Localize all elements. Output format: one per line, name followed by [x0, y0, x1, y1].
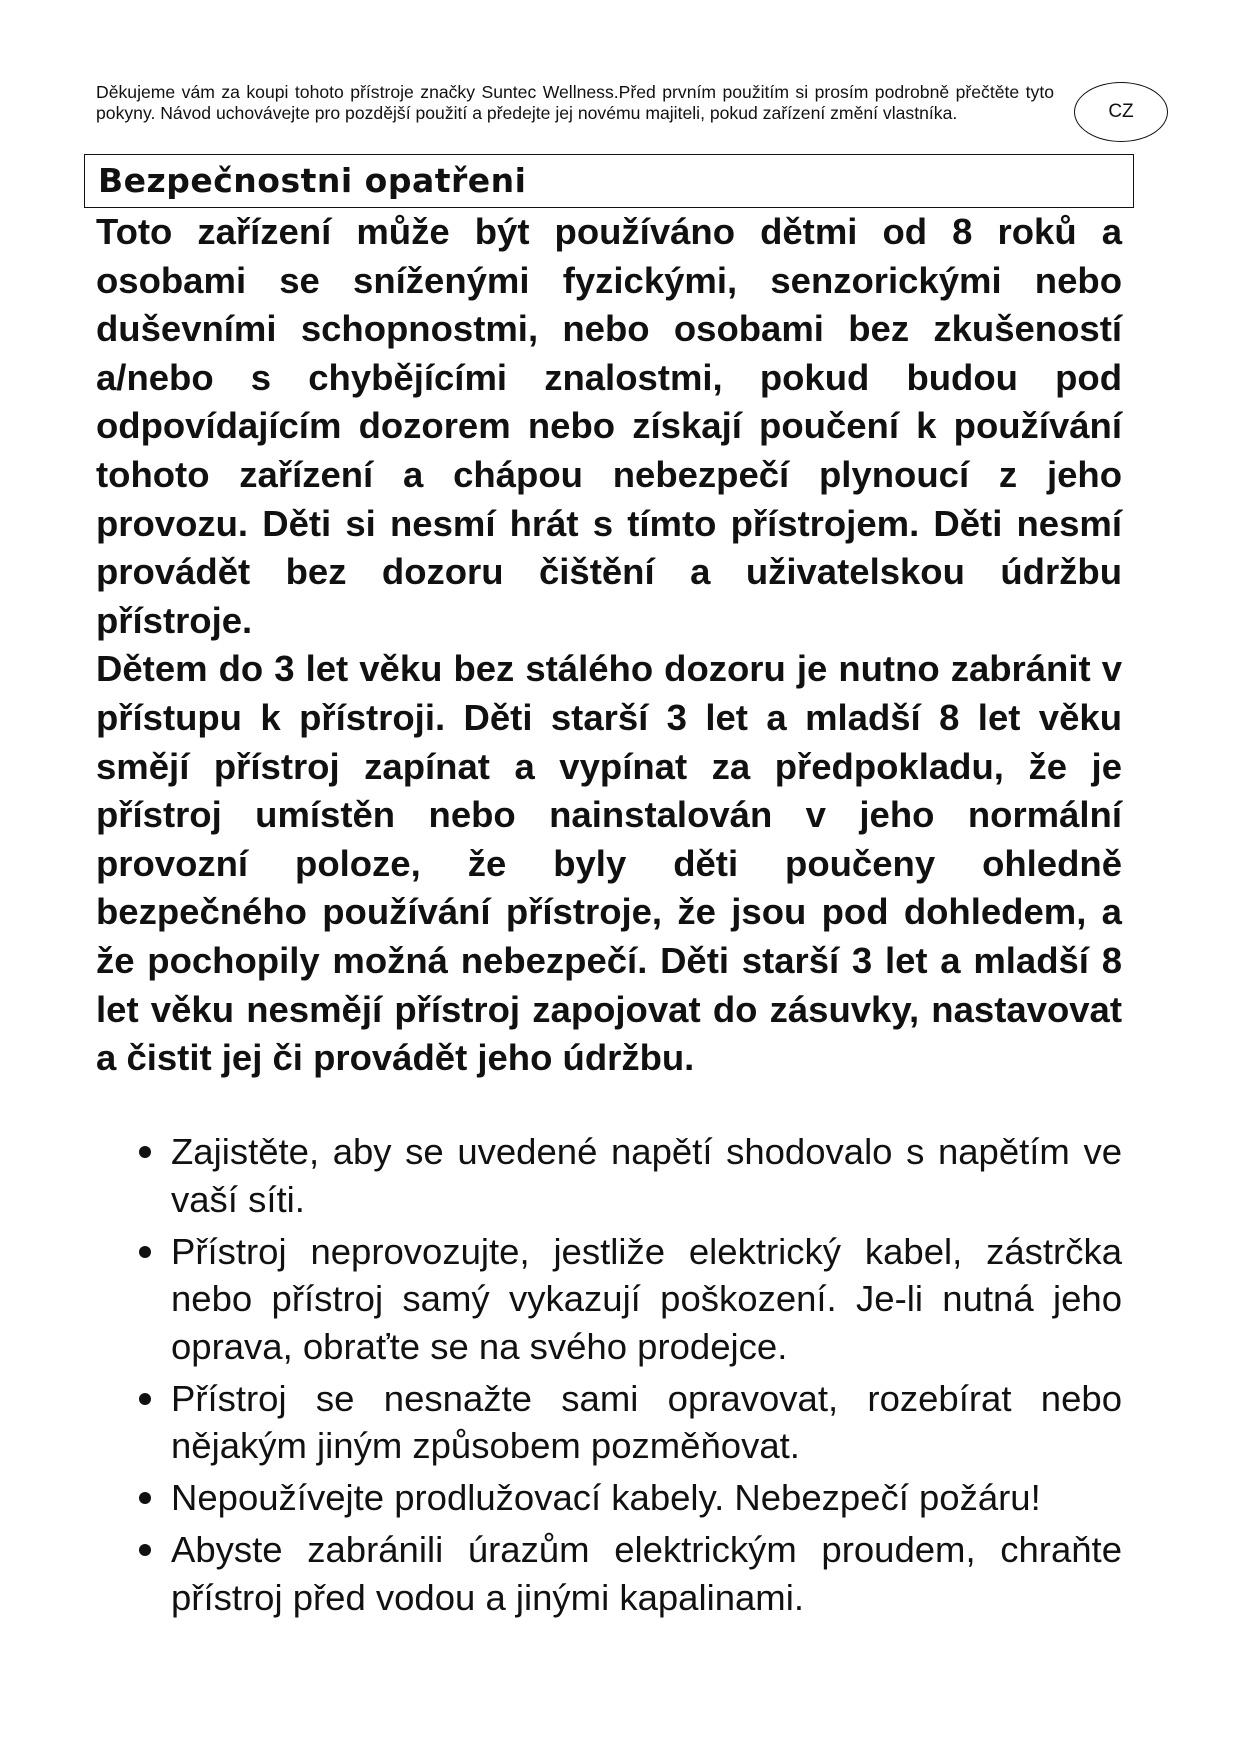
list-item-text: Přístroj se nesnažte sami opravovat, rozebírat nebo nějakým jiným způsobem pozměňovat.: [171, 1377, 1122, 1466]
bullet-icon: [139, 1146, 151, 1158]
warning-paragraph-children-supervision: Toto zařízení může být používáno dětmi od 8 roků a osobami se sníženými fyzickými, senzorickými nebo duševními schopnostmi, nebo osobami bez zkušeností a/nebo s chybějícími znalostmi, pokud budou pod odpovídajícím dozorem nebo získají poučení k používání tohoto zařízení a chápou nebezpečí plynoucí z jeho provozu. Děti si nesmí hrát s tímto přístrojem. Děti nesmí provádět bez dozoru čištění a uživatelskou údržbu přístroje.: [96, 211, 1122, 641]
list-item: [96, 1228, 1122, 1371]
language-badge-label: CZ: [1108, 101, 1134, 122]
list-item-text: Nepoužívejte prodlužovací kabely. Nebezpečí požáru!: [171, 1477, 1041, 1518]
list-item: [96, 1474, 1122, 1522]
list-item-text: Zajistěte, aby se uvedené napětí shodovalo s napětím ve vaší síti.: [171, 1131, 1122, 1220]
bullet-icon: [139, 1246, 151, 1258]
list-item: [96, 1128, 1122, 1223]
warning-paragraph-age-limits: Dětem do 3 let věku bez stálého dozoru je nutno zabránit v přístupu k přístroji. Děti starší 3 let a mladší 8 let věku smějí přístroj zapínat a vypínat za předpokladu, že je přístroj umístěn nebo nainstalován v jeho normální provozní poloze, že byly děti poučeny ohledně bezpečného používání přístroje, že jsou pod dohledem, a že pochopily možná nebezpečí. Děti starší 3 let a mladší 8 let věku nesmějí přístroj zapojovat do zásuvky, nastavovat a čistit jej či provádět jeho údržbu.: [96, 648, 1122, 1079]
safety-bullet-list: [96, 1128, 1122, 1626]
bullet-icon: [139, 1393, 151, 1405]
list-item-text: Přístroj neprovozujte, jestliže elektrický kabel, zástrčka nebo přístroj samý vykazují poškození. Je-li nutná jeho oprava, obraťte se na svého prodejce.: [171, 1230, 1122, 1367]
section-heading: Bezpečnostni opatřeni: [98, 161, 527, 200]
warning-block: [96, 208, 1122, 1083]
bullet-icon: [139, 1544, 151, 1556]
list-item: [96, 1375, 1122, 1470]
intro-text: Děkujeme vám za koupi tohoto přístroje značky Suntec Wellness.Před prvním použitím si prosím podrobně přečtěte tyto pokyny. Návod uchovávejte pro pozdější použití a předejte jej novému majiteli, pokud zařízení změní vlastníka.: [96, 82, 1054, 123]
bullet-icon: [139, 1492, 151, 1504]
list-item-text: Abyste zabránili úrazům elektrickým proudem, chraňte přístroj před vodou a jinými kapalinami.: [171, 1529, 1122, 1618]
list-item: [96, 1526, 1122, 1621]
language-badge: [1074, 82, 1168, 142]
